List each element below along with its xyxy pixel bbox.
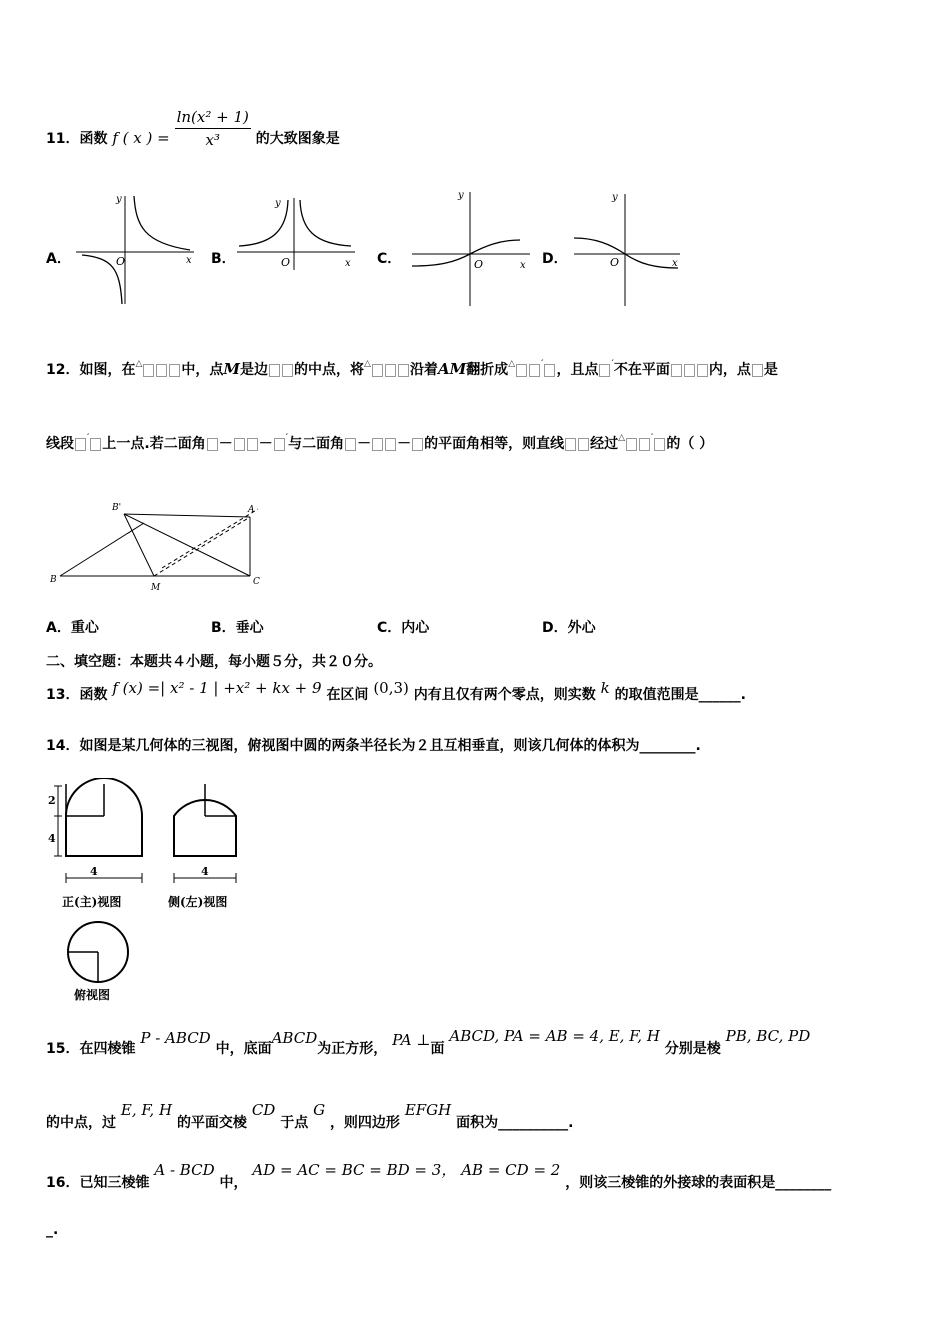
q12-l2-c: 与二面角 xyxy=(288,436,345,452)
q11-option-b: B． xyxy=(211,251,236,267)
q12-number: 12． xyxy=(46,362,80,378)
q11-number: 11． xyxy=(46,131,80,147)
q13-k: k xyxy=(600,679,610,697)
q16-number: 16． xyxy=(46,1175,80,1191)
q12-l2-b: 上一点.若二面角 xyxy=(102,436,206,452)
q12-line1: 12．如图，在△ 中，点M是边 的中点，将△ 沿着AM翻折成△ ′ ，且点 ′不在平面 内，点 是 xyxy=(46,359,778,378)
graph-a-o: O xyxy=(116,255,126,268)
q16-tet: A - BCD xyxy=(154,1161,215,1179)
q12-text-g: ，且点 xyxy=(556,362,599,378)
q13-expr: f (x) =| x² - 1 | +x² + kx + 9 xyxy=(112,679,322,697)
q12-text-f: 翻折成 xyxy=(466,362,509,378)
graph-a-x: x xyxy=(186,255,192,266)
q15-pyr: P - ABCD xyxy=(140,1029,211,1047)
q16-line xyxy=(46,1162,831,1203)
section-heading: 二、填空题：本题共４小题，每小题５分，共２０分。 xyxy=(46,654,382,670)
q15-G: G xyxy=(313,1101,326,1119)
side-caption: 侧(左)视图 xyxy=(168,895,228,909)
fig-Bp: B' xyxy=(112,503,122,513)
q15-line2 xyxy=(46,1102,573,1143)
triangle-icon: △ xyxy=(508,359,516,369)
q12-text-d: 的中点，将 xyxy=(294,362,365,378)
q14-text: 如图是某几何体的三视图，俯视图中圆的两条半径长为２且互相垂直，则该几何体的体积为________. xyxy=(79,738,701,754)
q16-eq1: AD = AC = BC = BD = 3 xyxy=(252,1161,442,1179)
q12-option-c: C．内心 xyxy=(377,620,430,636)
q15-number: 15． xyxy=(46,1041,80,1057)
q13-b: 在区间 xyxy=(326,687,369,703)
q15-base: ABCD xyxy=(271,1029,318,1047)
q12-text-j: 是 xyxy=(763,362,778,378)
q13-number: 13． xyxy=(46,687,80,703)
q15-g: 的平面交棱 xyxy=(176,1115,247,1131)
graph-b-x: x xyxy=(345,258,351,269)
q15-b: 中，底面 xyxy=(215,1041,272,1057)
q15-efh: E, F, H xyxy=(120,1101,173,1119)
front-caption: 正(主)视图 xyxy=(62,895,122,909)
q11-graph-a xyxy=(72,188,197,308)
q15-a: 在四棱锥 xyxy=(79,1041,136,1057)
triangle-icon: △ xyxy=(364,359,371,369)
q13-a: 函数 xyxy=(79,687,108,703)
q11-graph-d xyxy=(570,188,685,308)
q12-l2-prime: ′ xyxy=(285,433,289,443)
top-caption: 俯视图 xyxy=(74,988,111,1002)
q14-number: 14． xyxy=(46,738,80,754)
q14-front-view xyxy=(46,778,146,913)
graph-c-o: O xyxy=(474,258,484,271)
q11-pre: 函数 xyxy=(79,131,108,147)
q13-d: 的取值范围是______. xyxy=(614,687,746,703)
q16-tail: _. xyxy=(46,1222,59,1238)
q16-b: 中， xyxy=(219,1175,248,1191)
fig-C: C xyxy=(253,577,260,587)
q15-c: 为正方形， xyxy=(317,1041,388,1057)
q14-top-view xyxy=(62,920,142,1005)
q13-c: 内有且仅有两个零点，则实数 xyxy=(413,687,596,703)
q14-side-view xyxy=(164,778,254,913)
q11-graph-c xyxy=(410,186,535,308)
fig-B: B xyxy=(50,575,57,585)
q12-AM: AM xyxy=(437,360,467,378)
q12-option-d: D．外心 xyxy=(542,620,596,636)
graph-a-y: y xyxy=(116,194,122,205)
q12-l2-dash2: － xyxy=(258,436,273,452)
q12-l2-e: 经过 xyxy=(590,436,619,452)
q11-option-a: A． xyxy=(46,251,71,267)
dim-4-vertical: 4 xyxy=(48,832,56,845)
dim-4-horizontal: 4 xyxy=(90,865,98,878)
q15-efgh: EFGH xyxy=(404,1101,452,1119)
q12-l2-f: 的（ ） xyxy=(666,436,714,452)
q13-line xyxy=(46,679,746,704)
q11-post: 的大致图象是 xyxy=(255,131,340,147)
q15-f: 的中点，过 xyxy=(46,1115,116,1131)
q11-option-d: D． xyxy=(542,251,568,267)
q15-pa: PA ⊥ xyxy=(392,1031,431,1049)
graph-c-x: x xyxy=(520,260,526,271)
graph-d-x: x xyxy=(672,258,678,269)
q16-a: 已知三棱锥 xyxy=(79,1175,150,1191)
dim-2: 2 xyxy=(48,794,56,807)
q12-l2-dash4: － xyxy=(397,436,412,452)
dim-4-horizontal-side: 4 xyxy=(201,865,209,878)
q11-fx: f ( x ) = xyxy=(112,129,170,147)
q16-eq2: AB = CD = 2 xyxy=(461,1161,561,1179)
q16-c: ，则该三棱锥的外接球的表面积是________ xyxy=(565,1175,832,1191)
q15-edges: PB, BC, PD xyxy=(725,1027,811,1045)
q11-numerator: ln(x² + 1) xyxy=(175,108,251,129)
q11-option-c: C． xyxy=(377,251,402,267)
q11-fraction xyxy=(175,108,251,149)
q12-text-c: 是边 xyxy=(240,362,269,378)
q15-i: ，则四边形 xyxy=(329,1115,400,1131)
q12-text-h: 不在平面 xyxy=(613,362,670,378)
q16-comma: ， xyxy=(441,1161,457,1179)
q11-line xyxy=(46,107,340,149)
q12-l2-dash1: － xyxy=(218,436,233,452)
q11-graph-b xyxy=(235,190,360,310)
q12-M: M xyxy=(223,360,241,378)
q12-text-e: 沿着 xyxy=(409,362,438,378)
q12-option-a: A．重心 xyxy=(46,620,99,636)
graph-c-y: y xyxy=(458,190,464,201)
q12-l2-dash3: － xyxy=(357,436,372,452)
q12-line2: 线段 ′ 上一点.若二面角 － － ′与二面角 － － 的平面角相等，则直线 经过△ ′ 的（ ） xyxy=(46,433,714,452)
q15-cd: CD xyxy=(251,1101,276,1119)
q13-interval: (0,3) xyxy=(373,679,409,697)
q15-h: 于点 xyxy=(280,1115,309,1131)
q15-j: 面积为__________. xyxy=(456,1115,574,1131)
q12-option-b: B．垂心 xyxy=(211,620,264,636)
q15-e: 分别是棱 xyxy=(664,1041,721,1057)
q12-l2-a: 线段 xyxy=(46,436,74,452)
triangle-icon: △ xyxy=(135,359,143,369)
fig-A: A xyxy=(248,505,255,515)
q12-figure xyxy=(48,500,273,595)
q12-text-a: 如图，在 xyxy=(79,362,136,378)
q15-line1 xyxy=(46,1028,810,1069)
q15-cond: ABCD, PA = AB = 4, E, F, H xyxy=(449,1027,660,1045)
q12-text-b: 中，点 xyxy=(181,362,224,378)
graph-b-y: y xyxy=(275,198,281,209)
graph-d-o: O xyxy=(610,256,620,269)
q15-d: 面 xyxy=(430,1041,445,1057)
graph-b-o: O xyxy=(281,256,291,269)
q11-denominator: x³ xyxy=(205,130,220,149)
q14-line xyxy=(46,735,701,755)
fig-M: M xyxy=(151,583,161,593)
triangle-icon: △ xyxy=(618,433,625,443)
q12-l2-d: 的平面角相等，则直线 xyxy=(424,436,565,452)
q12-text-i: 内，点 xyxy=(708,362,751,378)
graph-d-y: y xyxy=(612,192,618,203)
